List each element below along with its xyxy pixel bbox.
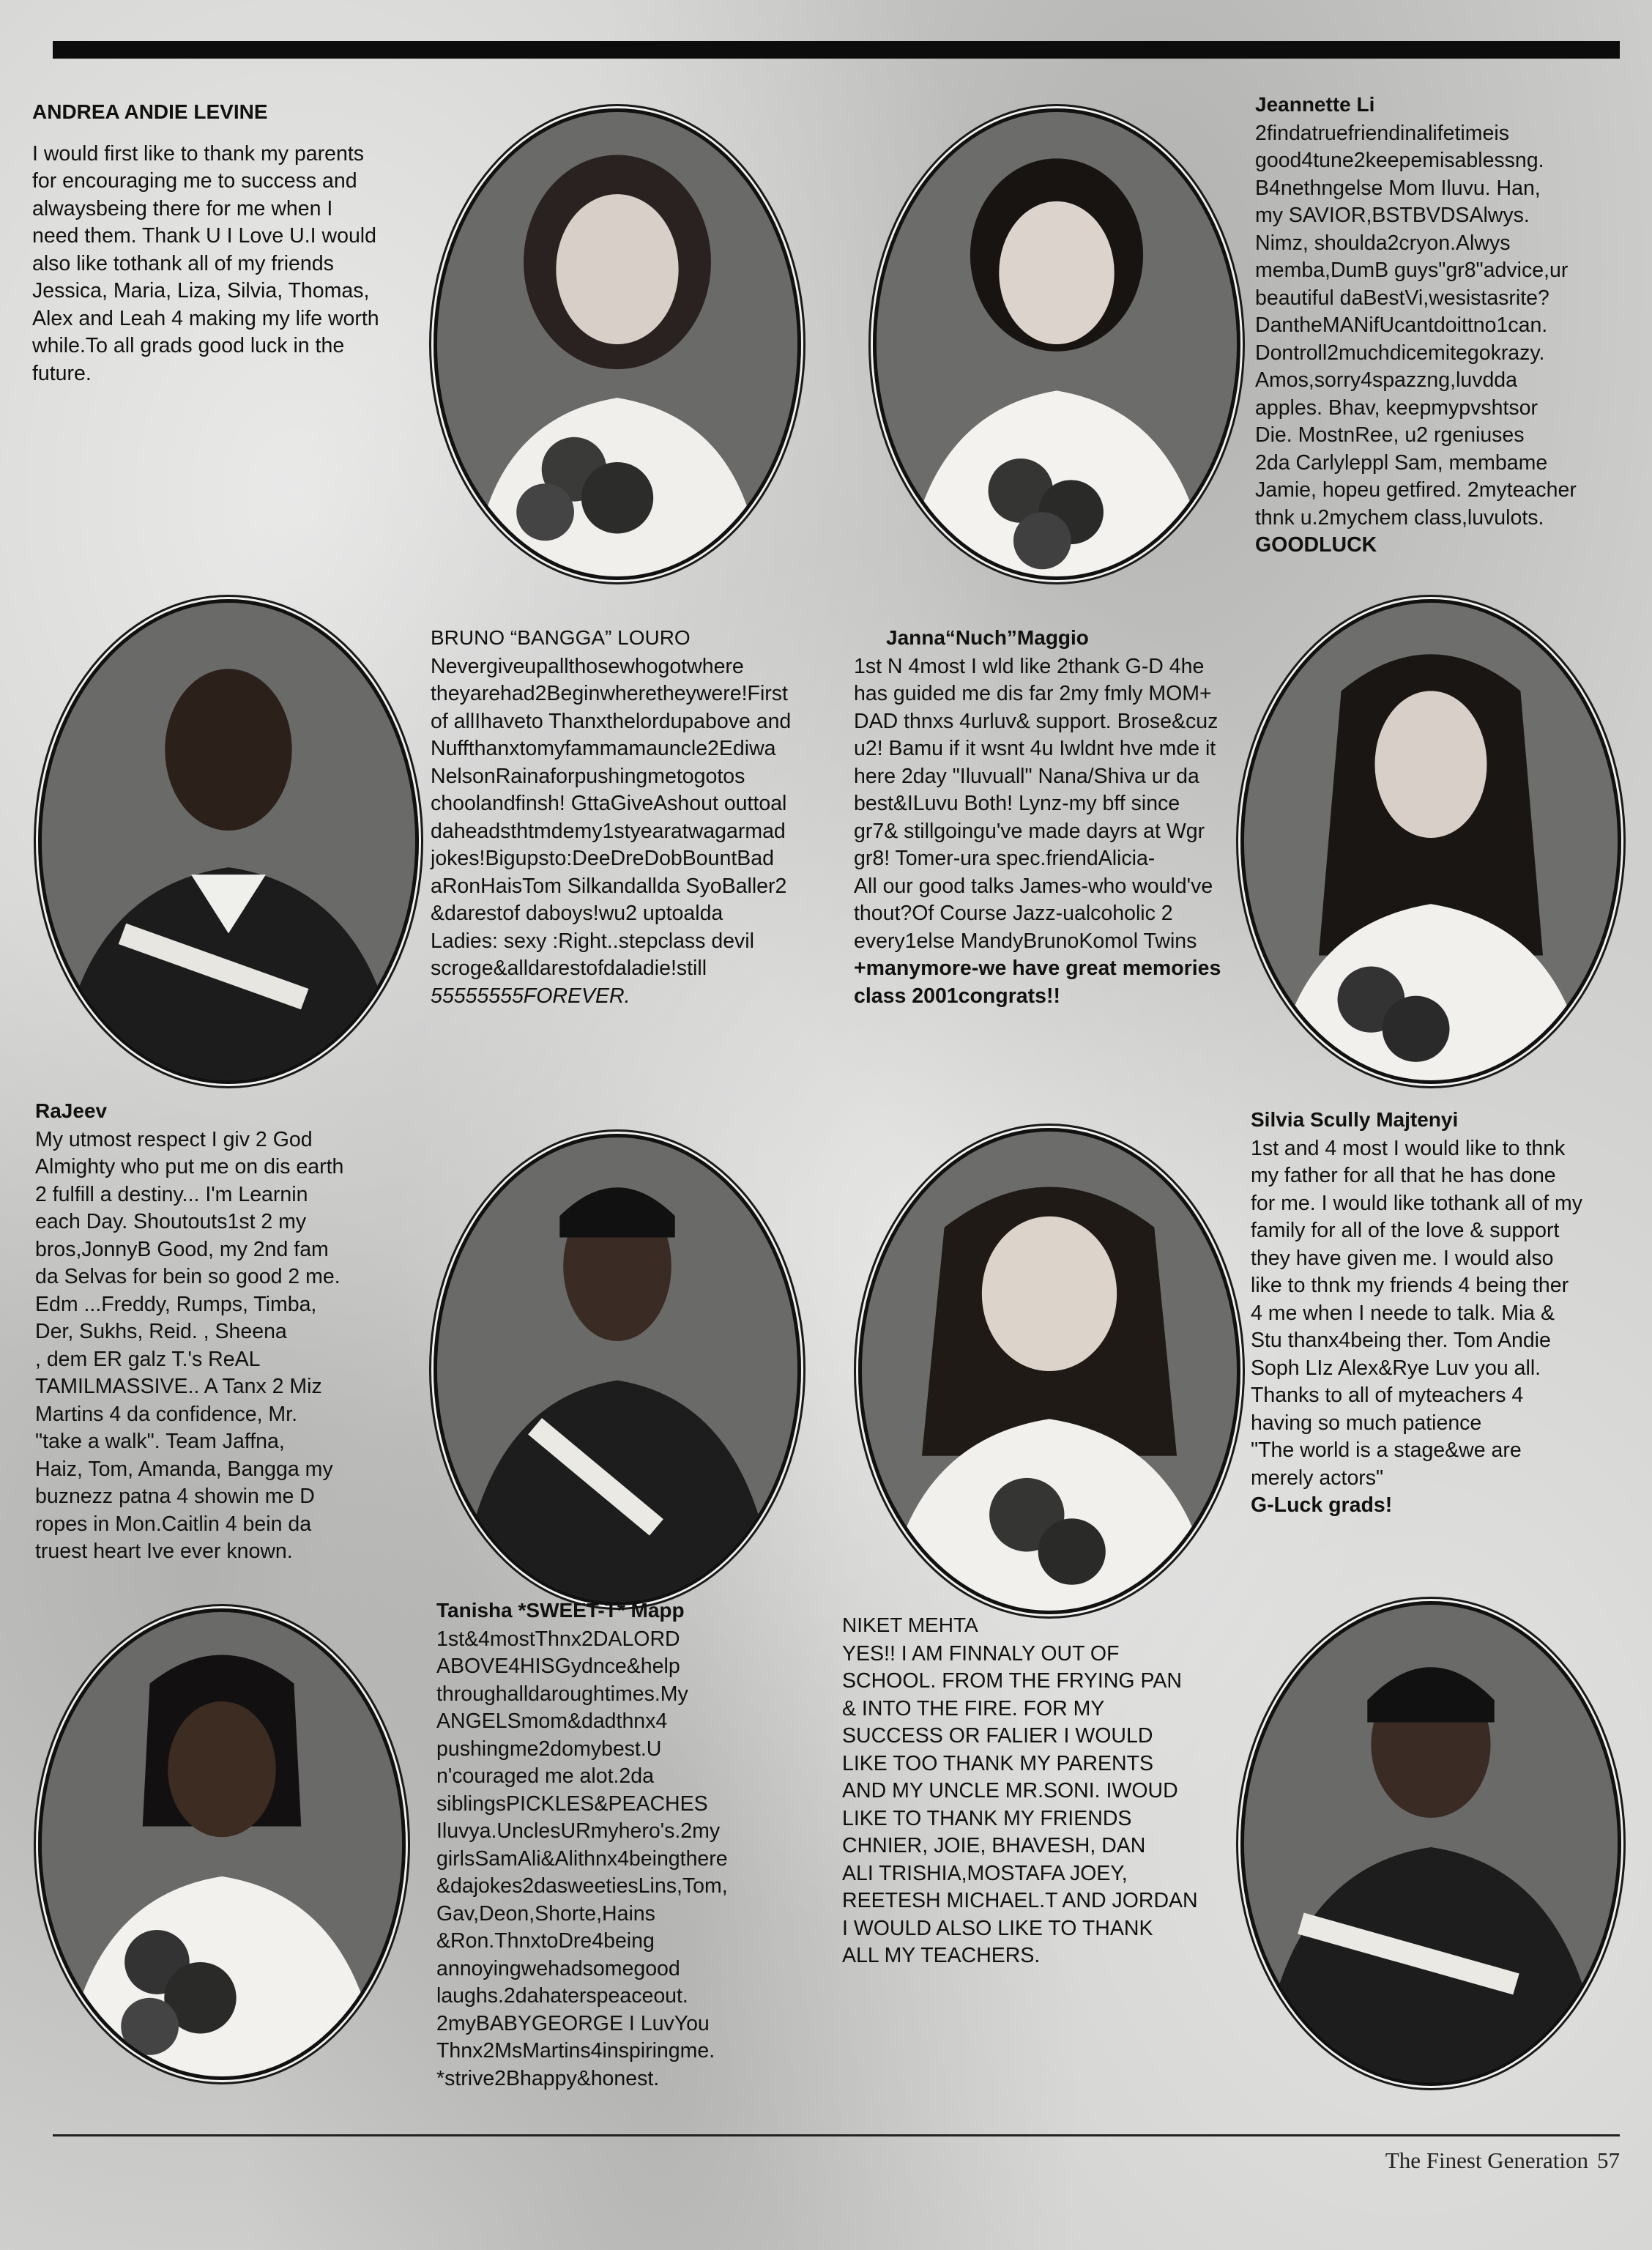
- blurb-line: also like tothank all of my friends: [32, 251, 334, 275]
- blurb-line: need them. Thank U I Love U.I would: [32, 224, 376, 248]
- blurb-line: I would first like to thank my parents: [32, 141, 365, 166]
- blurb-line: da Selvas for bein so good 2 me.: [35, 1265, 341, 1288]
- blurb-line: 1st and 4 most I would like to thnk: [1251, 1136, 1566, 1160]
- blurb-silvia: [1251, 1106, 1639, 1520]
- blurb-line: while.To all grads good luck in the: [32, 334, 345, 357]
- blurb-line: daheadsthtmdemy1styearatwagarmad: [431, 819, 786, 843]
- blurb-line: Thnx2MsMartins4inspiringme.: [436, 2039, 715, 2062]
- blurb-line: Jessica, Maria, Liza, Silvia, Thomas,: [32, 279, 370, 302]
- blurb-line: AND MY UNCLE MR.SONI. IWOUD: [842, 1779, 1178, 1802]
- blurb-line: All our good talks James-who would've: [854, 874, 1213, 898]
- blurb-line: Dontroll2muchdicemitegokrazy.: [1255, 341, 1545, 365]
- blurb-line: pushingme2domybest.U: [436, 1737, 662, 1761]
- blurb-line: my father for all that he has done: [1251, 1164, 1556, 1187]
- blurb-line: merely actors": [1251, 1466, 1384, 1490]
- blurb-line: Ladies: sexy :Right..stepclass devil: [431, 929, 754, 953]
- blurb-line: SUCCESS OR FALIER I WOULD: [842, 1724, 1153, 1748]
- blurb-line: memba,DumB guys"gr8"advice,ur: [1255, 259, 1569, 282]
- blurb-tanisha: [436, 1597, 847, 2093]
- blurb-line: G-Luck grads!: [1251, 1493, 1393, 1517]
- blurb-line: buznezz patna 4 showin me D: [35, 1485, 315, 1508]
- blurb-line: DantheMANifUcantdoittno1can.: [1255, 313, 1548, 337]
- blurb-line: &Ron.ThnxtoDre4being: [436, 1929, 655, 1953]
- blurb-line: class 2001congrats!!: [854, 984, 1060, 1008]
- portrait-andrea: [434, 108, 801, 580]
- blurb-line: beautiful daBestVi,wesistasrite?: [1255, 286, 1549, 310]
- portrait-girl-smiling-photo: [862, 1132, 1237, 1611]
- portrait-rajeev: [38, 599, 419, 1084]
- blurb-line: B4nethngelse Mom Iluvu. Han,: [1255, 176, 1541, 200]
- blurb-line: 55555555FOREVER.: [431, 984, 630, 1008]
- blurb-line: Amos,sorry4spazzng,luvdda: [1255, 368, 1518, 392]
- bottom-rule: [53, 2134, 1620, 2136]
- blurb-line: &dajokes2dasweetiesLins,Tom,: [436, 1874, 728, 1898]
- portrait-niket-upper: [858, 1128, 1240, 1614]
- blurb-line: every1else MandyBrunoKomol Twins: [854, 929, 1197, 953]
- blurb-line: 1st&4mostThnx2DALORD: [436, 1627, 680, 1651]
- blurb-line: my SAVIOR,BSTBVDSAlwys.: [1255, 204, 1530, 227]
- blurb-line: Thanks to all of myteachers 4: [1251, 1384, 1524, 1407]
- portrait-girl-dark-hair-photo: [1244, 603, 1618, 1080]
- blurb-line: best&ILuvu Both! Lynz-my bff since: [854, 792, 1180, 815]
- student-name: Janna“Nuch”Maggio: [886, 626, 1089, 649]
- blurb-line: alwaysbeing there for me when I: [32, 196, 333, 220]
- blurb-janna: [854, 624, 1242, 1010]
- blurb-line: choolandfinsh! GttaGiveAshout outtoal: [431, 792, 787, 815]
- student-name: BRUNO “BANGGA” LOURO: [431, 626, 691, 649]
- student-name: Silvia Scully Majtenyi: [1251, 1108, 1459, 1131]
- blurb-andrea: [32, 98, 434, 387]
- footer-title: The Finest Generation: [1385, 2147, 1588, 2173]
- blurb-line: +manymore-we have great memories: [854, 957, 1221, 980]
- blurb-line: Martins 4 da confidence, Mr.: [35, 1402, 298, 1426]
- blurb-line: ropes in Mon.Caitlin 4 bein da: [35, 1512, 312, 1536]
- page-number: 57: [1597, 2147, 1620, 2173]
- blurb-jeannette: [1255, 91, 1636, 560]
- blurb-line: Almighty who put me on dis earth: [35, 1155, 344, 1178]
- portrait-boy-glasses-diploma-photo: [437, 1137, 797, 1602]
- blurb-line: ABOVE4HISGydnce&help: [436, 1655, 680, 1678]
- blurb-line: ALL MY TEACHERS.: [842, 1944, 1041, 1967]
- portrait-boy-diploma-photo: [1244, 1605, 1618, 2082]
- blurb-line: theyarehad2Beginwheretheywere!First: [431, 682, 788, 705]
- blurb-line: thnk u.2mychem class,luvulots.: [1255, 505, 1544, 530]
- blurb-line: good4tune2keepemisablessng.: [1255, 149, 1544, 172]
- top-bar: [53, 41, 1620, 59]
- blurb-line: & INTO THE FIRE. FOR MY: [842, 1696, 1105, 1720]
- blurb-line: each Day. Shoutouts1st 2 my: [35, 1210, 307, 1233]
- blurb-line: DAD thnxs 4urluv& support. Brose&cuz: [854, 709, 1218, 733]
- blurb-line: Nevergiveupallthosewhogotwhere: [431, 654, 744, 678]
- blurb-line: LIKE TO THANK MY FRIENDS: [842, 1806, 1132, 1830]
- blurb-line: 2da Carlyleppl Sam, membame: [1255, 450, 1548, 475]
- blurb-line: 4 me when I neede to talk. Mia &: [1251, 1301, 1555, 1325]
- blurb-line: Haiz, Tom, Amanda, Bangga my: [35, 1457, 333, 1481]
- blurb-line: NelsonRainaforpushingmetogotos: [431, 764, 745, 788]
- blurb-line: here 2day "Iluvuall" Nana/Shiva ur da: [854, 764, 1199, 788]
- blurb-line: scroge&alldarestofdaladie!still: [431, 957, 707, 980]
- blurb-line: 2 fulfill a destiny... I'm Learnin: [35, 1182, 308, 1206]
- student-name: NIKET MEHTA: [842, 1614, 978, 1636]
- blurb-line: ALI TRISHIA,MOSTAFA JOEY,: [842, 1861, 1128, 1885]
- blurb-line: Iluvya.UnclesURmyhero's.2my: [436, 1819, 721, 1843]
- blurb-line: SCHOOL. FROM THE FRYING PAN: [842, 1669, 1182, 1693]
- blurb-line: throughalldaroughtimes.My: [436, 1682, 688, 1706]
- blurb-line: they have given me. I would also: [1251, 1246, 1554, 1270]
- blurb-line: Alex and Leah 4 making my life worth: [32, 306, 379, 330]
- blurb-line: truest heart Ive ever known.: [35, 1540, 293, 1563]
- portrait-girl-bouquet-photo: [437, 112, 797, 576]
- blurb-line: , dem ER galz T.'s ReAL: [35, 1347, 261, 1371]
- blurb-line: Jamie, hopeu getfired. 2myteacher: [1255, 478, 1577, 502]
- blurb-line: has guided me dis far 2my fmly MOM+: [854, 682, 1212, 705]
- blurb-line: CHNIER, JOIE, BHAVESH, DAN: [842, 1834, 1146, 1857]
- portrait-boy-gown-diploma-photo: [42, 603, 415, 1080]
- blurb-line: Soph LIz Alex&Rye Luv you all.: [1251, 1356, 1541, 1380]
- student-name: ANDREA ANDIE LEVINE: [32, 100, 268, 123]
- portrait-jeannette: [873, 108, 1240, 580]
- blurb-line: jokes!Bigupsto:DeeDreDobBountBad: [431, 847, 774, 870]
- blurb-line: Gav,Deon,Shorte,Hains: [436, 1901, 655, 1926]
- blurb-line: gr7& stillgoingu've made dayrs at Wgr: [854, 819, 1205, 843]
- blurb-line: ANGELSmom&dadthnx4: [436, 1709, 668, 1733]
- blurb-line: *strive2Bhappy&honest.: [436, 2066, 660, 2090]
- blurb-line: n'couraged me alot.2da: [436, 1764, 654, 1788]
- blurb-line: family for all of the love & support: [1251, 1219, 1560, 1242]
- blurb-line: for me. I would like tothank all of my: [1251, 1191, 1583, 1215]
- blurb-line: YES!! I AM FINNALY OUT OF: [842, 1641, 1120, 1666]
- portrait-janna: [1240, 599, 1621, 1084]
- page-footer: [1377, 2147, 1620, 2174]
- portrait-tanisha: [38, 1608, 406, 2080]
- blurb-line: aRonHaisTom Silkandallda SyoBaller2: [431, 874, 787, 898]
- portrait-girl-smile-bouquet-photo: [42, 1612, 402, 2076]
- blurb-line: gr8! Tomer-ura spec.friendAlicia-: [854, 847, 1156, 870]
- blurb-niket: [842, 1611, 1252, 1970]
- blurb-line: "take a walk". Team Jaffna,: [35, 1430, 285, 1453]
- portrait-niket: [1240, 1601, 1621, 2086]
- blurb-line: siblingsPICKLES&PEACHES: [436, 1792, 708, 1816]
- student-name: Tanisha *SWEET-T* Mapp: [436, 1599, 685, 1622]
- portrait-girl-glasses-photo: [877, 112, 1237, 576]
- blurb-line: future.: [32, 361, 92, 385]
- blurb-line: My utmost respect I giv 2 God: [35, 1127, 313, 1151]
- blurb-line: for encouraging me to success and: [32, 169, 357, 193]
- blurb-line: apples. Bhav, keepmypvshtsor: [1255, 396, 1538, 420]
- blurb-line: 2findatruefriendinalifetimeis: [1255, 121, 1509, 145]
- blurb-line: 1st N 4most I wld like 2thank G-D 4he: [854, 654, 1205, 678]
- blurb-line: Nimz, shoulda2cryon.Alwys: [1255, 231, 1511, 255]
- blurb-line: "The world is a stage&we are: [1251, 1438, 1522, 1462]
- blurb-line: girlsSamAli&Alithnx4beingthere: [436, 1846, 728, 1871]
- blurb-line: TAMILMASSIVE.. A Tanx 2 Miz: [35, 1375, 322, 1398]
- blurb-line: having so much patience: [1251, 1411, 1482, 1435]
- blurb-line: GOODLUCK: [1255, 533, 1377, 557]
- blurb-line: Nuffthanxtomyfammamauncle2Ediwa: [431, 737, 776, 760]
- blurb-line: laughs.2dahaterspeaceout.: [436, 1984, 688, 2008]
- blurb-line: LIKE TOO THANK MY PARENTS: [842, 1751, 1153, 1775]
- student-name: RaJeev: [35, 1099, 108, 1122]
- blurb-line: 2myBABYGEORGE I LuvYou: [436, 2011, 710, 2035]
- blurb-line: thout?Of Course Jazz-ualcoholic 2: [854, 902, 1173, 925]
- blurb-line: Edm ...Freddy, Rumps, Timba,: [35, 1292, 317, 1316]
- blurb-line: of allIhaveto Thanxthelordupabove and: [431, 709, 792, 733]
- blurb-line: like to thnk my friends 4 being ther: [1251, 1274, 1569, 1297]
- blurb-line: Stu thanx4being ther. Tom Andie: [1251, 1329, 1551, 1352]
- blurb-line: &darestof daboys!wu2 uptoalda: [431, 902, 723, 925]
- blurb-bruno: [431, 624, 848, 1010]
- portrait-tanisha-upper: [434, 1134, 801, 1605]
- blurb-line: annoyingwehadsomegood: [436, 1956, 680, 1980]
- blurb-line: bros,JonnyB Good, my 2nd fam: [35, 1237, 329, 1261]
- student-name: Jeannette Li: [1255, 93, 1375, 116]
- blurb-line: I WOULD ALSO LIKE TO THANK: [842, 1916, 1153, 1940]
- blurb-line: Der, Sukhs, Reid. , Sheena: [35, 1320, 287, 1343]
- blurb-line: Die. MostnRee, u2 rgeniuses: [1255, 423, 1525, 447]
- blurb-rajeev: [35, 1097, 431, 1566]
- blurb-line: REETESH MICHAEL.T AND JORDAN: [842, 1889, 1198, 1912]
- blurb-line: u2! Bamu if it wsnt 4u Iwldnt hve mde it: [854, 737, 1216, 760]
